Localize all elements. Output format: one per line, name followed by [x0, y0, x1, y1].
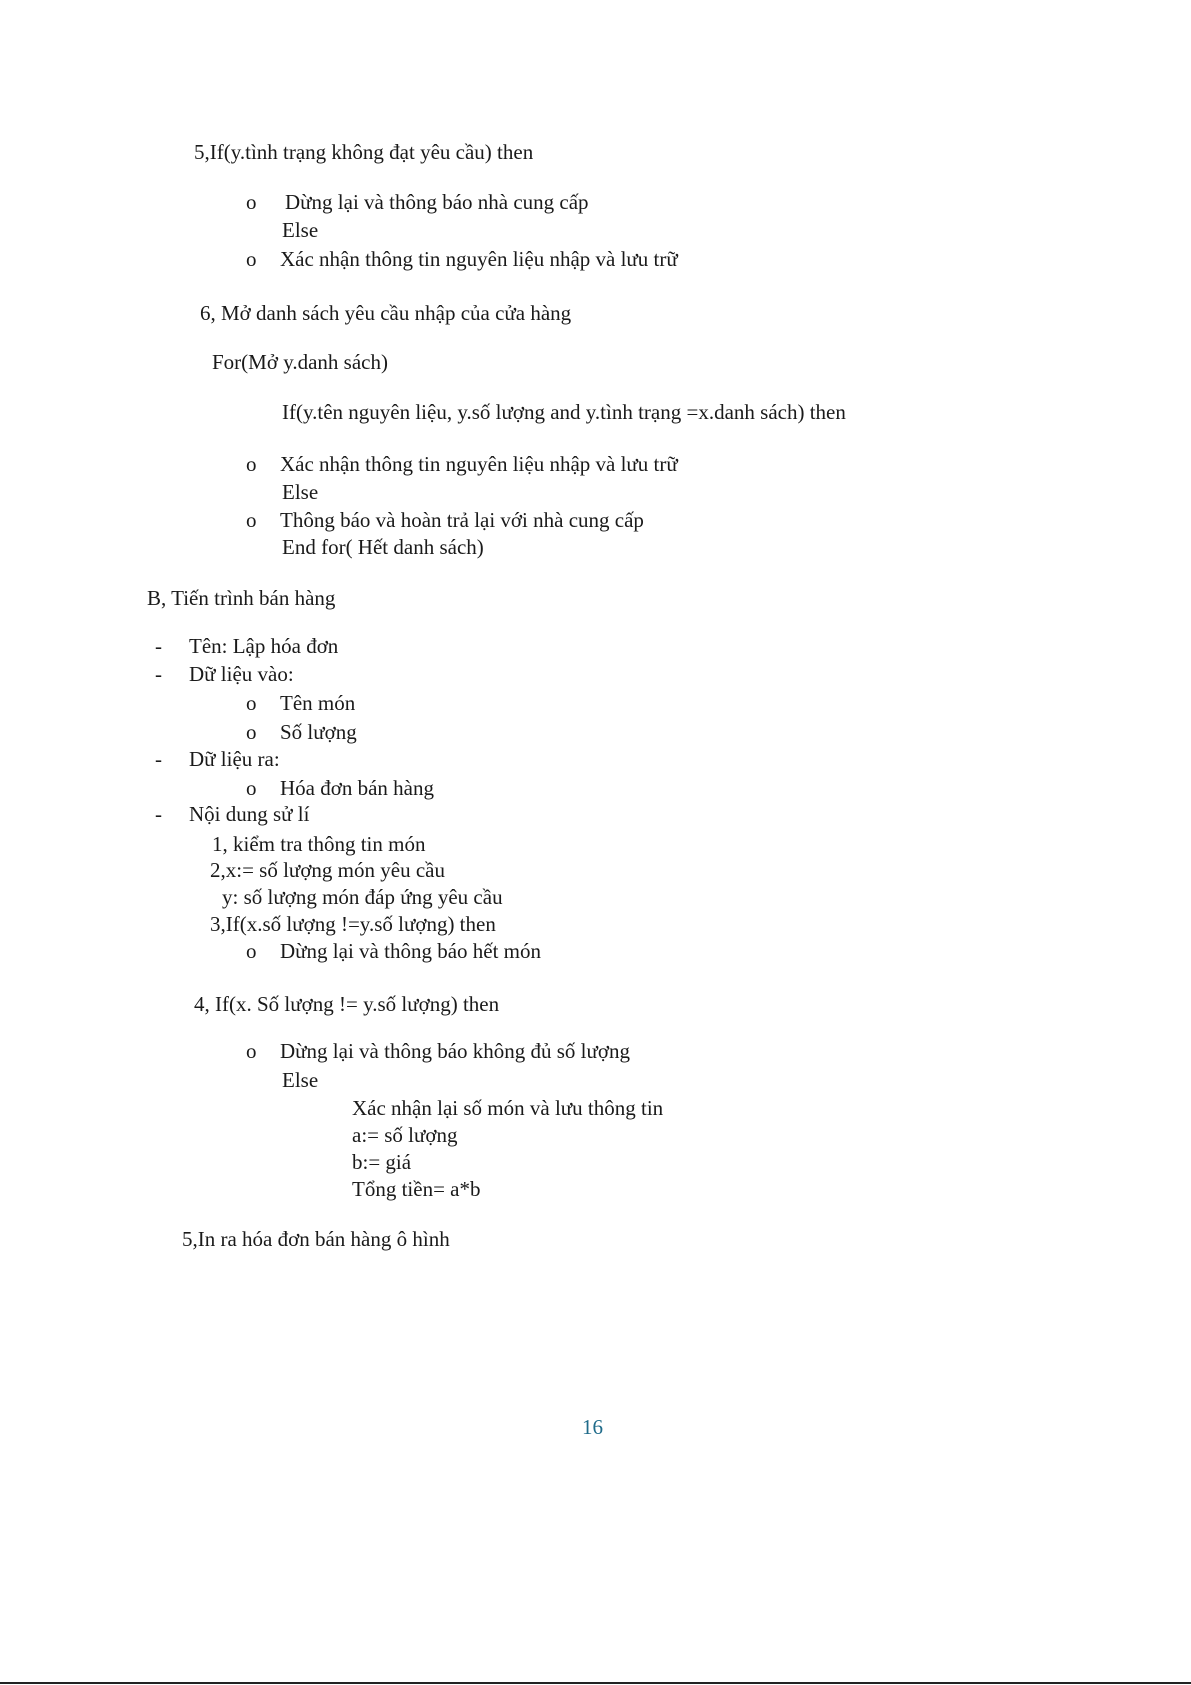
list-item: Xác nhận thông tin nguyên liệu nhập và lưu trữ	[280, 247, 678, 271]
list-item: Dữ liệu vào:	[189, 662, 294, 686]
dash-marker: -	[155, 747, 162, 771]
for-statement: For(Mở y.danh sách)	[212, 350, 388, 374]
bullet-marker: o	[246, 190, 257, 214]
bullet-marker: o	[246, 452, 257, 476]
list-item: Dừng lại và thông báo không đủ số lượng	[280, 1039, 631, 1063]
list-item: Nội dung sử lí	[189, 802, 310, 826]
list-item: Tên món	[280, 691, 356, 715]
step-2-y: y: số lượng món đáp ứng yêu cầu	[222, 885, 503, 909]
bullet-marker: o	[246, 720, 257, 744]
dash-marker: -	[155, 634, 162, 658]
bullet-marker: o	[246, 776, 257, 800]
else-action: Xác nhận lại số món và lưu thông tin	[352, 1096, 664, 1120]
step-5-condition: 5,If(y.tình trạng không đạt yêu cầu) then	[194, 140, 534, 164]
page-number: 16	[582, 1415, 603, 1439]
step-5-print: 5,In ra hóa đơn bán hàng ô hình	[182, 1227, 450, 1251]
list-item: Tên: Lập hóa đơn	[189, 634, 339, 658]
bullet-marker: o	[246, 1039, 257, 1063]
end-for-statement: End for( Hết danh sách)	[282, 535, 484, 559]
else-keyword: Else	[282, 218, 319, 242]
list-item: Dữ liệu ra:	[189, 747, 280, 771]
dash-marker: -	[155, 802, 162, 826]
else-keyword: Else	[282, 480, 319, 504]
bullet-marker: o	[246, 508, 257, 532]
step-4: 4, If(x. Số lượng != y.số lượng) then	[194, 992, 500, 1016]
list-item: Thông báo và hoàn trả lại với nhà cung cấp	[280, 508, 644, 532]
list-item: Dừng lại và thông báo nhà cung cấp	[285, 190, 589, 214]
list-item: Xác nhận thông tin nguyên liệu nhập và lưu trữ	[280, 452, 678, 476]
step-2: 2,x:= số lượng món yêu cầu	[210, 858, 445, 882]
section-b-heading: B, Tiến trình bán hàng	[147, 586, 336, 610]
list-item: Hóa đơn bán hàng	[280, 776, 434, 800]
assign-b: b:= giá	[352, 1150, 412, 1174]
total-formula: Tổng tiền= a*b	[352, 1177, 481, 1201]
bullet-marker: o	[246, 247, 257, 271]
step-3: 3,If(x.số lượng !=y.số lượng) then	[210, 912, 496, 936]
step-1: 1, kiểm tra thông tin món	[212, 832, 426, 856]
assign-a: a:= số lượng	[352, 1123, 458, 1147]
bullet-marker: o	[246, 691, 257, 715]
step-6-heading: 6, Mở danh sách yêu cầu nhập của cửa hàng	[200, 301, 572, 325]
bullet-marker: o	[246, 939, 257, 963]
if-statement: If(y.tên nguyên liệu, y.số lượng and y.tình trạng =x.danh sách) then	[282, 400, 846, 424]
else-keyword: Else	[282, 1068, 319, 1092]
list-item: Dừng lại và thông báo hết món	[280, 939, 542, 963]
list-item: Số lượng	[280, 720, 357, 744]
dash-marker: -	[155, 662, 162, 686]
page-bottom-divider	[0, 1682, 1191, 1684]
